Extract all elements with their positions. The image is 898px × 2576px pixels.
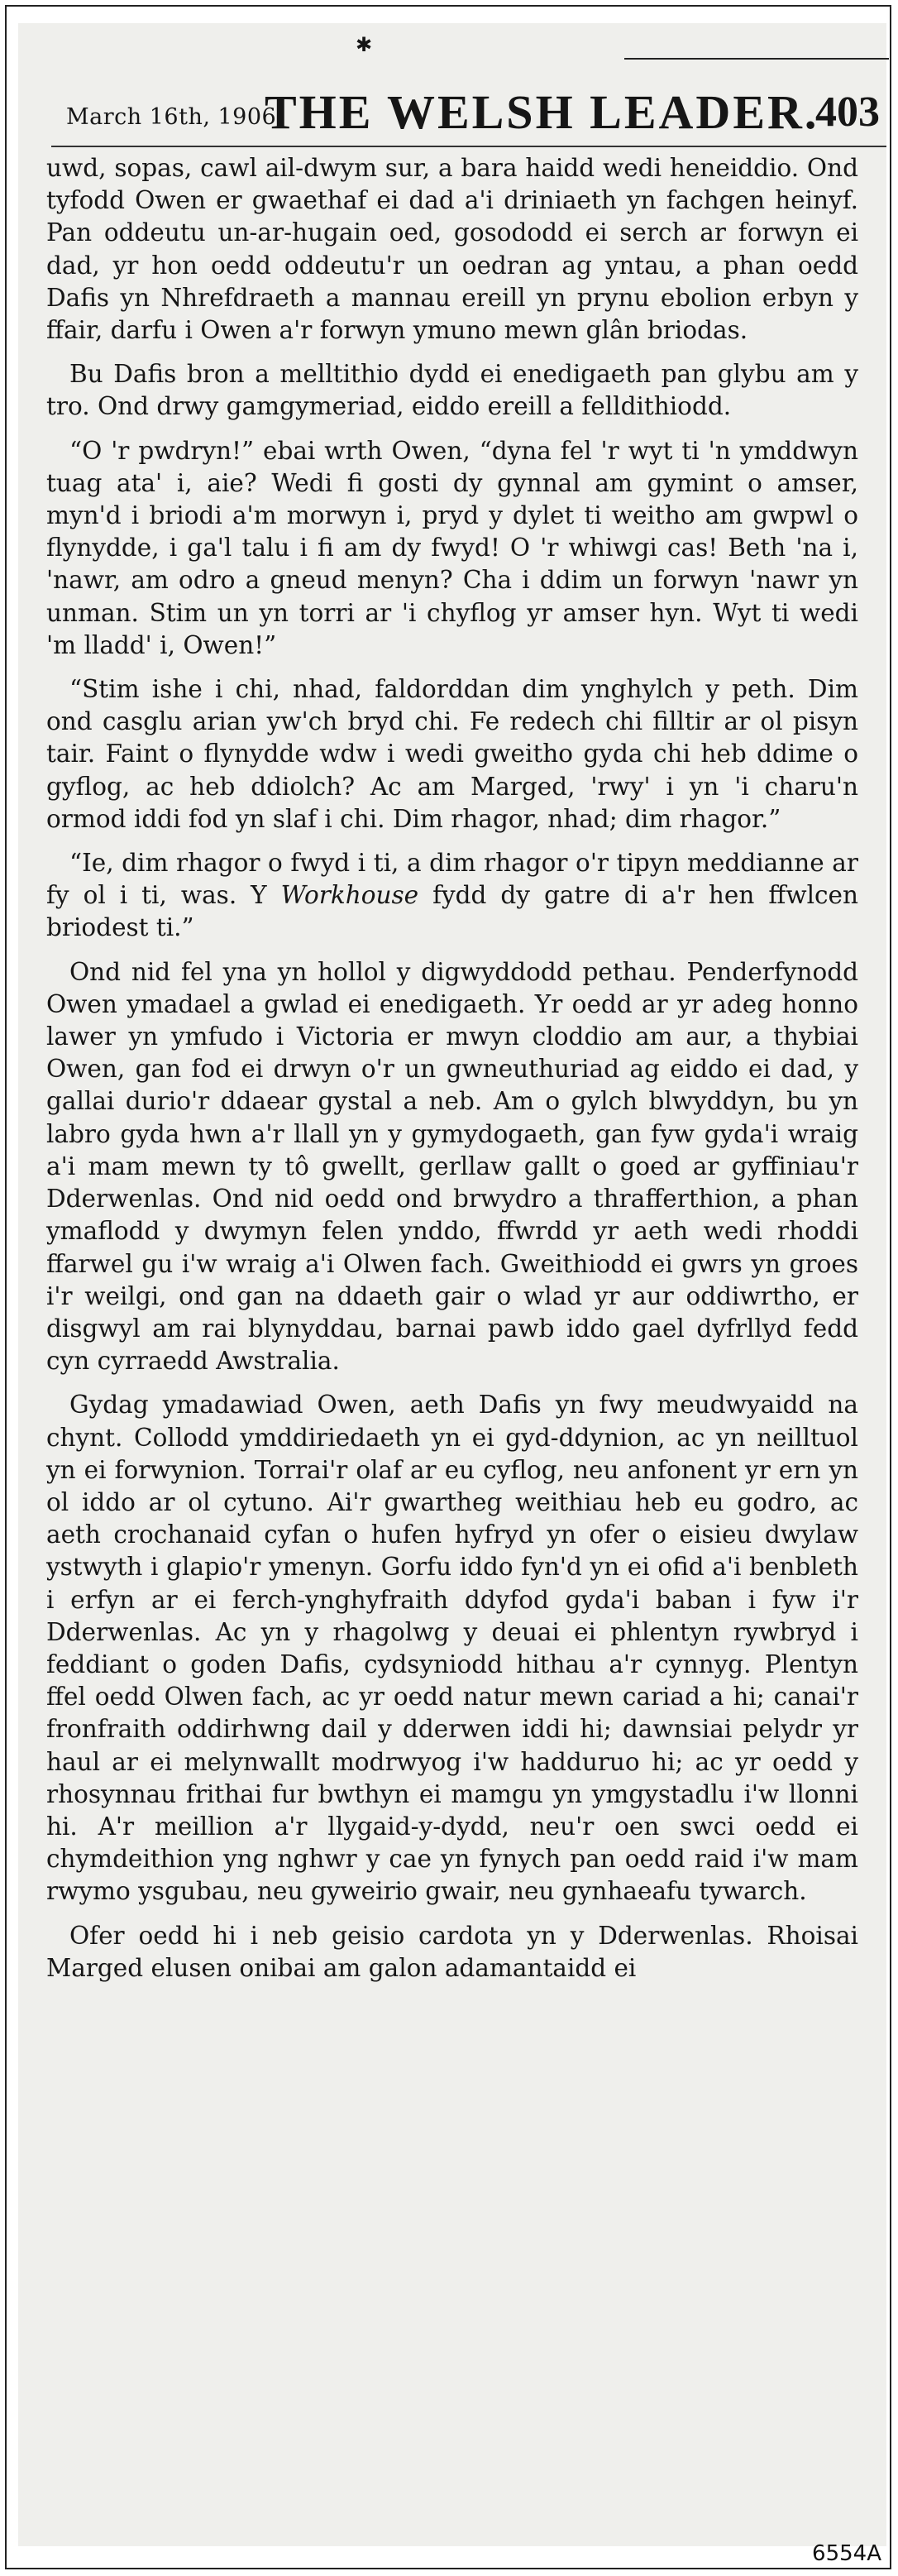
paragraph-2: Bu Dafis bron a melltithio dydd ei enedigaeth pan glybu am y tro. Ond drwy gamgymeriad, eiddo ereill a felldithiodd. bbox=[46, 360, 858, 421]
paragraph-8: Ofer oedd hi i neb geisio cardota yn y Dderwenlas. Rhoisai Marged elusen onibai am galon adamantaidd ei bbox=[46, 1921, 858, 1982]
print-mark-icon: ✱ bbox=[356, 33, 373, 56]
paragraph-4: “Stim ishe i chi, nhad, faldorddan dim ynghylch y peth. Dim ond casglu arian yw'ch bryd chi. Fe redech chi filltir ar ol pisyn tair. Faint o flynydde wdw i wedi gweitho gyda chi heb ddime o gyflog, ac heb ddiolch? Ac am Marged, 'rwy' i yn 'i charu'n ormod iddi fod yn slaf i chi. Dim rhagor, nhad; dim rhagor.” bbox=[46, 675, 858, 833]
paragraph-3: “O 'r pwdryn!” ebai wrth Owen, “dyna fel 'r wyt ti 'n ymddwyn tuag ata' i, aie? Wedi fi gosti dy gynnal am gymint o amser, myn'd i briodi a'm morwyn i, pryd y dylet ti weitho am gwpwl o flynydde, i ga'l talu i fi am dy fwyd! O 'r whiwgi cas! Beth 'na i, 'nawr, am odro a gneud menyn? Cha i ddim un forwyn 'nawr yn unman. Stim un yn torri ar 'i chyflog yr amser hyn. Wyt ti wedi 'm lladd' i, Owen!” bbox=[46, 436, 858, 659]
paragraph-7: Gydag ymadawiad Owen, aeth Dafis yn fwy meudwyaidd na chynt. Collodd ymddiriedaeth yn ei gyd-ddynion, ac yn neilltuol yn ei forwynion. Torrai'r olaf ar eu cyflog, neu anfonent yr ern yn ol iddo ar ol cytuno. Ai'r gwartheg weithiau heb eu godro, ac aeth crochanaid cyfan o hufen hyfryd yn ofer o eisieu dwylaw ystwyth i glapio'r ymenyn. Gorfu iddo fyn'd yn ei ofid a'i benbleth i erfyn ar ei ferch-ynghyfraith ddyfod gyda'i baban i fyw i'r Dderwenlas. Ac yn y rhagolwg y deuai ei phlentyn rywbryd i feddiant o goden Dafis, cydsyniodd hithau a'r cynnyg. Plentyn ffel oedd Olwen fach, ac yr oedd natur mewn cariad a hi; canai'r fronfraith oddirhwng dail y dderwen iddi hi; dawnsiai pelydr yr haul ar ei melynwallt modrwyog i'w hadduruo hi; ac yr oedd y rhosynnau frithai fur bwthyn ei mamgu yn ymgystadlu i'w llonni hi. A'r meillion a'r llygaid-y-dydd, neu'r oen swci oedd ei chymdeithion yng nghwr y cae yn fynych pan oedd raid i'w mam rwymo ysgubau, neu gyweirio gwair, neu gynhaeafu tywarch. bbox=[46, 1391, 858, 1906]
newspaper-title: THE WELSH LEADER. bbox=[265, 85, 819, 139]
paragraph-1: uwd, sopas, cawl ail-dwym sur, a bara haidd wedi heneiddio. Ond tyfodd Owen er gwaethaf ei dad a'i driniaeth yn fachgen heinyf. Pan oddeutu un-ar-hugain oed, gosododd ei serch ar forwyn ei dad, yr hon oedd oddeutu'r un oedran ag yntau, a phan oedd Dafis yn Nhrefdraeth a mannau ereill yn prynu ebolion erbyn y ffair, darfu i Owen a'r forwyn ymuno mewn glân briodas. bbox=[46, 154, 858, 345]
paragraph-5: “Ie, dim rhagor o fwyd i ti, a dim rhagor o'r tipyn meddianne ar fy ol i ti, was. Y Workhouse fydd dy gatre di a'r hen ffwlcen briodest ti.” bbox=[46, 849, 858, 942]
page-number: 403 bbox=[815, 89, 880, 136]
workhouse-italic: Workhouse bbox=[280, 881, 419, 910]
header-rule bbox=[51, 146, 886, 147]
issue-date: March 16th, 1906. bbox=[66, 104, 284, 130]
masthead bbox=[51, 76, 886, 144]
article-body bbox=[46, 152, 858, 1985]
reference-number: 6554A bbox=[812, 2541, 881, 2566]
paragraph-6: Ond nid fel yna yn hollol y digwyddodd pethau. Penderfynodd Owen ymadael a gwlad ei enedigaeth. Yr oedd ar yr adeg honno lawer yn ymfudo i Victoria er mwyn cloddio am aur, a thybiai Owen, gan fod ei drwyn o'r un gwneuthuriad ag eiddo ei dad, y gallai durio'r ddaear gystal a neb. Am o gylch blwyddyn, bu yn labro gyda hwn a'r llall yn y gymydogaeth, gan fyw gyda'i wraig a'i mam mewn ty tô gwellt, gerllaw gallt o goed ar gyffiniau'r Dderwenlas. Ond nid oedd ond brwydro a thrafferthion, a phan ymaflodd y dwymyn felen ynddo, ffwrdd yr aeth wedi rhoddi ffarwel gu i'w wraig a'i Olwen fach. Gweithiodd ei gwrs yn groes i'r weilgi, ond gan na ddaeth gair o wlad yr aur oddiwrtho, er disgwyl am rai blynyddau, barnai pawb iddo gael dyfrllyd fedd cyn cyrraedd Awstralia. bbox=[46, 957, 858, 1376]
top-rule bbox=[624, 58, 889, 60]
